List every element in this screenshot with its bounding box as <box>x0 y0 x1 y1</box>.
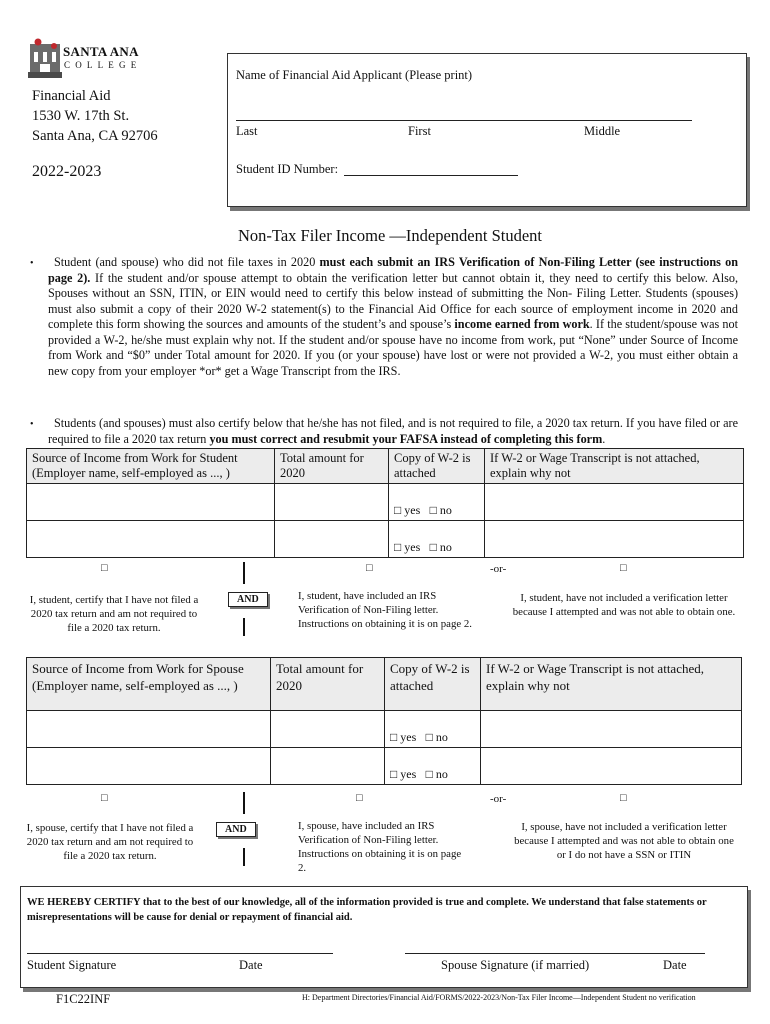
bullet-2-dot: • <box>30 419 34 430</box>
student-id-field[interactable] <box>344 175 518 176</box>
student-income-table <box>26 448 744 558</box>
student-not-included-checkbox[interactable]: □ <box>620 562 627 574</box>
table-row <box>27 748 742 785</box>
applicant-name-label: Name of Financial Aid Applicant (Please print) <box>236 68 473 82</box>
student-signature-line[interactable] <box>27 953 333 954</box>
address-line-3: Santa Ana, CA 92706 <box>32 128 158 144</box>
logo-name: SANTA ANA <box>63 44 139 59</box>
header-w2: Copy of W-2 is attached <box>385 658 481 711</box>
no-checkbox[interactable]: □ no <box>429 540 452 554</box>
yes-checkbox[interactable]: □ yes <box>390 767 417 781</box>
spouse-included-text: I, spouse, have included an IRS Verification of Non-Filing letter. Instructions on obtaining it is on page 2. <box>298 820 462 874</box>
explain-cell[interactable] <box>485 484 744 521</box>
no-checkbox[interactable]: □ no <box>429 503 452 517</box>
student-not-included-text: I, student, have not included a verification letter because I attempted and was not able to obtain one. <box>512 592 736 618</box>
yes-checkbox[interactable]: □ yes <box>390 730 417 744</box>
instructions-paragraph-2: Students (and spouses) must also certify below that he/she has not filed, and is not required to file, a 2020 tax return. If you have filed or are required to file a 2020 tax return you must correct and resubmit your FAFSA instead of completing this form. <box>48 416 738 446</box>
middle-name-label: Middle <box>584 124 621 138</box>
student-included-checkbox[interactable]: □ <box>366 562 373 574</box>
amount-cell[interactable] <box>275 484 389 521</box>
w2-cell <box>389 484 485 521</box>
logo-subtitle: COLLEGE <box>64 60 142 70</box>
no-checkbox[interactable]: □ no <box>425 767 448 781</box>
w2-cell <box>385 748 481 785</box>
student-date-label: Date <box>239 958 263 972</box>
student-certify-checkbox[interactable]: □ <box>101 562 108 574</box>
spouse-date-label: Date <box>663 958 687 972</box>
form-code: F1C22INF <box>56 992 111 1006</box>
explain-cell[interactable] <box>481 748 742 785</box>
header-explain: If W-2 or Wage Transcript is not attached, explain why not <box>485 449 744 484</box>
building-icon <box>28 38 62 78</box>
address-line-1: Financial Aid <box>32 88 111 104</box>
student-certify-text: I, student, certify that I have not filed a 2020 tax return and am not required to file a 2020 tax return. <box>29 594 199 634</box>
and-label: AND <box>216 822 256 837</box>
student-signature-label: Student Signature <box>27 958 117 972</box>
w2-cell <box>389 521 485 558</box>
aid-year: 2022-2023 <box>32 163 102 180</box>
header-source: Source of Income from Work for Spouse (Employer name, self-employed as ..., ) <box>27 658 271 711</box>
no-checkbox[interactable]: □ no <box>425 730 448 744</box>
bullet-1-dot: • <box>30 258 34 269</box>
and-label: AND <box>228 592 268 607</box>
address-line-2: 1530 W. 17th St. <box>32 108 130 124</box>
divider-bar <box>243 792 245 814</box>
form-title: Non-Tax Filer Income —Independent Student <box>237 226 543 245</box>
amount-cell[interactable] <box>271 711 385 748</box>
first-name-label: First <box>408 124 431 138</box>
spouse-signature-label: Spouse Signature (if married) <box>441 958 590 972</box>
amount-cell[interactable] <box>271 748 385 785</box>
w2-cell <box>385 711 481 748</box>
explain-cell[interactable] <box>481 711 742 748</box>
table-header-row <box>27 449 744 484</box>
spouse-certify-checkbox[interactable]: □ <box>101 792 108 804</box>
source-cell[interactable] <box>27 521 275 558</box>
file-path: H: Department Directories/Financial Aid/FORMS/2022-2023/Non-Tax Filer Income—Independent Student no verification <box>302 993 696 1002</box>
applicant-info-box <box>227 53 747 207</box>
spouse-included-checkbox[interactable]: □ <box>356 792 363 804</box>
source-cell[interactable] <box>27 748 271 785</box>
applicant-name-field[interactable] <box>236 120 692 121</box>
spouse-signature-line[interactable] <box>405 953 705 954</box>
explain-cell[interactable] <box>485 521 744 558</box>
instructions-paragraph-1: Student (and spouse) who did not file taxes in 2020 must each submit an IRS Verification of Non-Filing Letter (see instructions on page 2). If the student and/or spouse attempt to obtain the verification letter but cannot obtain it, they need to certify this below. Also, Spouses without an SSN, ITIN, or EIN would need to certify this below instead of submitting the Non- Filing Letter. Students (spouses) must also submit a copy of their 2020 W-2 statement(s) to the Financial Aid Office for each source of employment income in 2020 and complete this form showing the sources and amounts of the student’s and spouse’s income earned from work. If the student/spouse was not provided a W-2, he/she must explain why not. If the student and/or spouse have no income from work, put “None” under Source of Income from Work and “$0” under Total amount for 2020. If you (or your spouse) have lost or were not provided a W-2, you must either obtain a new copy from your employer *or* get a Wage Transcript from the IRS. <box>48 255 739 378</box>
yes-checkbox[interactable]: □ yes <box>394 540 421 554</box>
header-total: Total amount for 2020 <box>271 658 385 711</box>
or-label: -or- <box>490 563 507 575</box>
source-cell[interactable] <box>27 711 271 748</box>
student-included-text: I, student, have included an IRS Verification of Non-Filing letter. Instructions on obtaining it is on page 2. <box>298 590 472 630</box>
divider-bar <box>243 848 245 866</box>
table-row <box>27 521 744 558</box>
student-id-label: Student ID Number: <box>236 162 339 176</box>
divider-bar <box>243 562 245 584</box>
table-row <box>27 711 742 748</box>
yes-checkbox[interactable]: □ yes <box>394 503 421 517</box>
header-explain: If W-2 or Wage Transcript is not attached, explain why not <box>481 658 742 711</box>
header-total: Total amount for 2020 <box>275 449 389 484</box>
source-cell[interactable] <box>27 484 275 521</box>
table-row <box>27 484 744 521</box>
certification-box <box>20 886 748 988</box>
table-header-row <box>27 658 742 711</box>
or-label: -or- <box>490 793 507 805</box>
certification-statement: WE HEREBY CERTIFY that to the best of our knowledge, all of the information provided is true and complete. We understand that false statements or misrepresentations will be cause for denial or repayment of financial aid. <box>27 897 707 923</box>
divider-bar <box>243 618 245 636</box>
spouse-not-included-checkbox[interactable]: □ <box>620 792 627 804</box>
last-name-label: Last <box>236 124 258 138</box>
spouse-income-table <box>26 657 742 785</box>
amount-cell[interactable] <box>275 521 389 558</box>
header-w2: Copy of W-2 is attached <box>389 449 485 484</box>
header-source: Source of Income from Work for Student (Employer name, self-employed as ..., ) <box>27 449 275 484</box>
spouse-certify-text: I, spouse, certify that I have not filed a 2020 tax return and am not required to file a 2020 tax return. <box>26 822 194 862</box>
spouse-not-included-text: I, spouse, have not included a verification letter because I attempted and was not able to obtain one or I do not have a SSN or ITIN <box>514 821 734 861</box>
